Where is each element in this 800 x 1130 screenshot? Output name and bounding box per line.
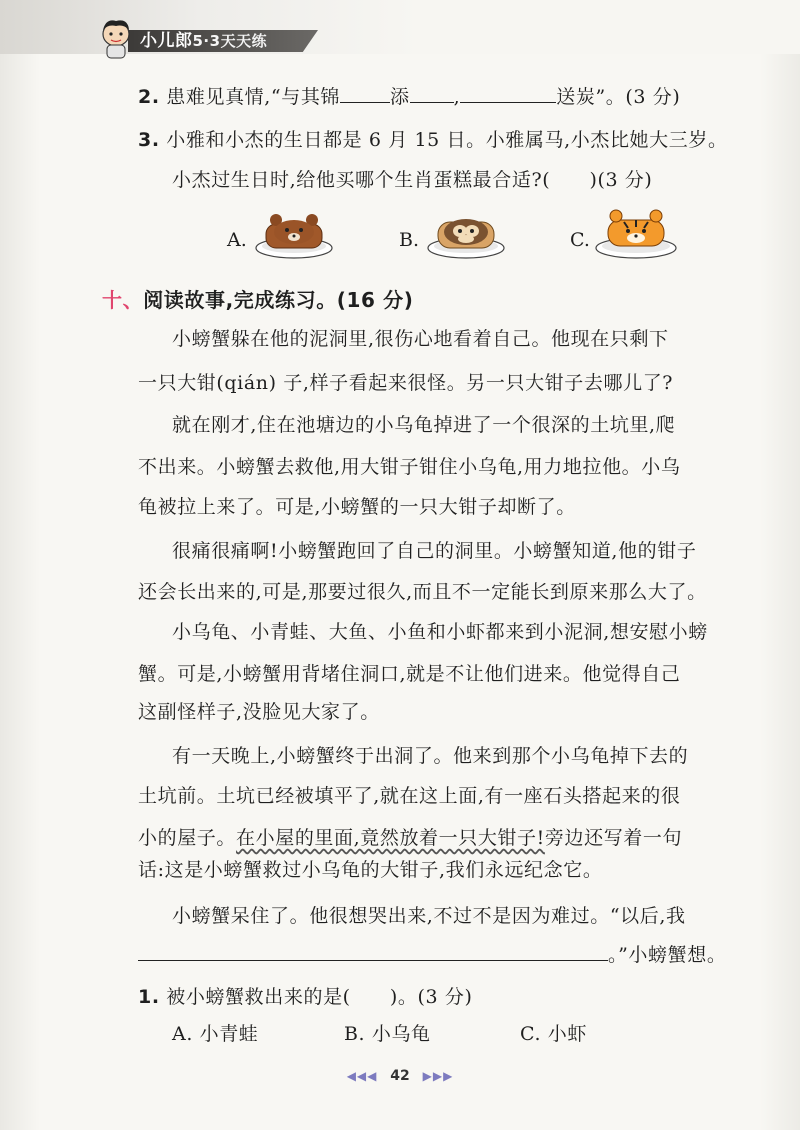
story-line: 小乌龟、小青蛙、大鱼、小鱼和小虾都来到小泥洞,想安慰小螃 (172, 621, 708, 643)
story-line: 话:这是小螃蟹救过小乌龟的大钳子,我们永远纪念它。 (138, 859, 603, 881)
brand-name: 小儿郎 (140, 31, 193, 51)
story-answer-line (138, 940, 726, 969)
question-number: 2. (138, 86, 160, 108)
answer-option-a[interactable]: A. 小青蛙 (172, 1023, 259, 1045)
story-line (138, 824, 682, 852)
question-text: 添 (390, 86, 410, 108)
answer-blank[interactable] (138, 940, 608, 961)
section-number: 十、 (102, 288, 144, 312)
question-2 (138, 82, 680, 111)
story-line: 蟹。可是,小螃蟹用背堵住洞口,就是不让他们进来。他觉得自己 (138, 663, 681, 685)
story-line: 龟被拉上来了。可是,小螃蟹的一只大钳子却断了。 (138, 496, 576, 518)
story-text: 小的屋子。 (138, 827, 237, 849)
answer-option-c[interactable]: C. 小虾 (520, 1023, 587, 1045)
question-number: 1. (138, 986, 160, 1008)
question-text: 患难见真情,“与其锦 (166, 86, 341, 108)
story-line: 不出来。小螃蟹去救他,用大钳子钳住小乌龟,用力地拉他。小乌 (138, 456, 681, 478)
question-1 (138, 983, 472, 1011)
answer-blank[interactable] (340, 82, 390, 103)
section-title: 阅读故事,完成练习。(16 分) (143, 288, 414, 312)
story-line: 很痛很痛啊!小螃蟹跑回了自己的洞里。小螃蟹知道,他的钳子 (172, 540, 697, 562)
wavy-underlined-sentence: 在小屋的里面,竟然放着一只大钳子! (236, 827, 545, 849)
option-c-label: C. (570, 229, 590, 251)
story-line: 小螃蟹躲在他的泥洞里,很伤心地看着自己。他现在只剩下 (172, 328, 669, 350)
question-number: 3. (138, 129, 160, 151)
story-line: 还会长出来的,可是,那要过很久,而且不一定能长到原来那么大了。 (138, 581, 707, 603)
question-3-line-1 (138, 126, 728, 154)
story-line: 一只大钳(qián) 子,样子看起来很怪。另一只大钳子去哪儿了? (138, 372, 674, 394)
bear-cake-icon[interactable] (254, 208, 334, 260)
question-text: 被小螃蟹救出来的是( )。(3 分) (166, 986, 473, 1008)
left-arrows-icon: ◀◀◀ (346, 1069, 378, 1083)
story-line: 有一天晚上,小螃蟹终于出洞了。他来到那个小乌龟掉下去的 (172, 745, 689, 767)
story-text: 旁边还写着一句 (544, 827, 683, 849)
page-number: 42 (390, 1068, 410, 1084)
question-text: 送炭”。(3 分) (556, 86, 681, 108)
brand-series: 5·3天天练 (192, 32, 268, 50)
answer-option-b[interactable]: B. 小乌龟 (344, 1023, 431, 1045)
answer-blank[interactable] (410, 82, 454, 103)
story-line: 就在刚才,住在池塘边的小乌龟掉进了一个很深的土坑里,爬 (172, 414, 676, 436)
right-arrows-icon: ▶▶▶ (422, 1069, 454, 1083)
question-text: 小雅和小杰的生日都是 6 月 15 日。小雅属马,小杰比她大三岁。 (166, 129, 728, 151)
story-text: 。”小螃蟹想。 (608, 944, 727, 966)
tiger-cake-icon[interactable] (594, 204, 678, 260)
page-footer (0, 1068, 800, 1084)
brand-title (140, 30, 267, 52)
option-a-label: A. (227, 229, 247, 251)
mascot-icon (98, 18, 134, 60)
story-line: 小螃蟹呆住了。他很想哭出来,不过不是因为难过。“以后,我 (172, 905, 686, 927)
option-b-label: B. (399, 229, 420, 251)
story-line: 这副怪样子,没脸见大家了。 (138, 701, 380, 723)
question-text: , (453, 86, 461, 108)
answer-blank[interactable] (460, 82, 556, 103)
story-line: 土坑前。土坑已经被填平了,就在这上面,有一座石头搭起来的很 (138, 785, 681, 807)
section-10-heading (102, 286, 413, 314)
question-3-line-2: 小杰过生日时,给他买哪个生肖蛋糕最合适?( )(3 分) (172, 169, 653, 191)
monkey-cake-icon[interactable] (426, 206, 506, 260)
